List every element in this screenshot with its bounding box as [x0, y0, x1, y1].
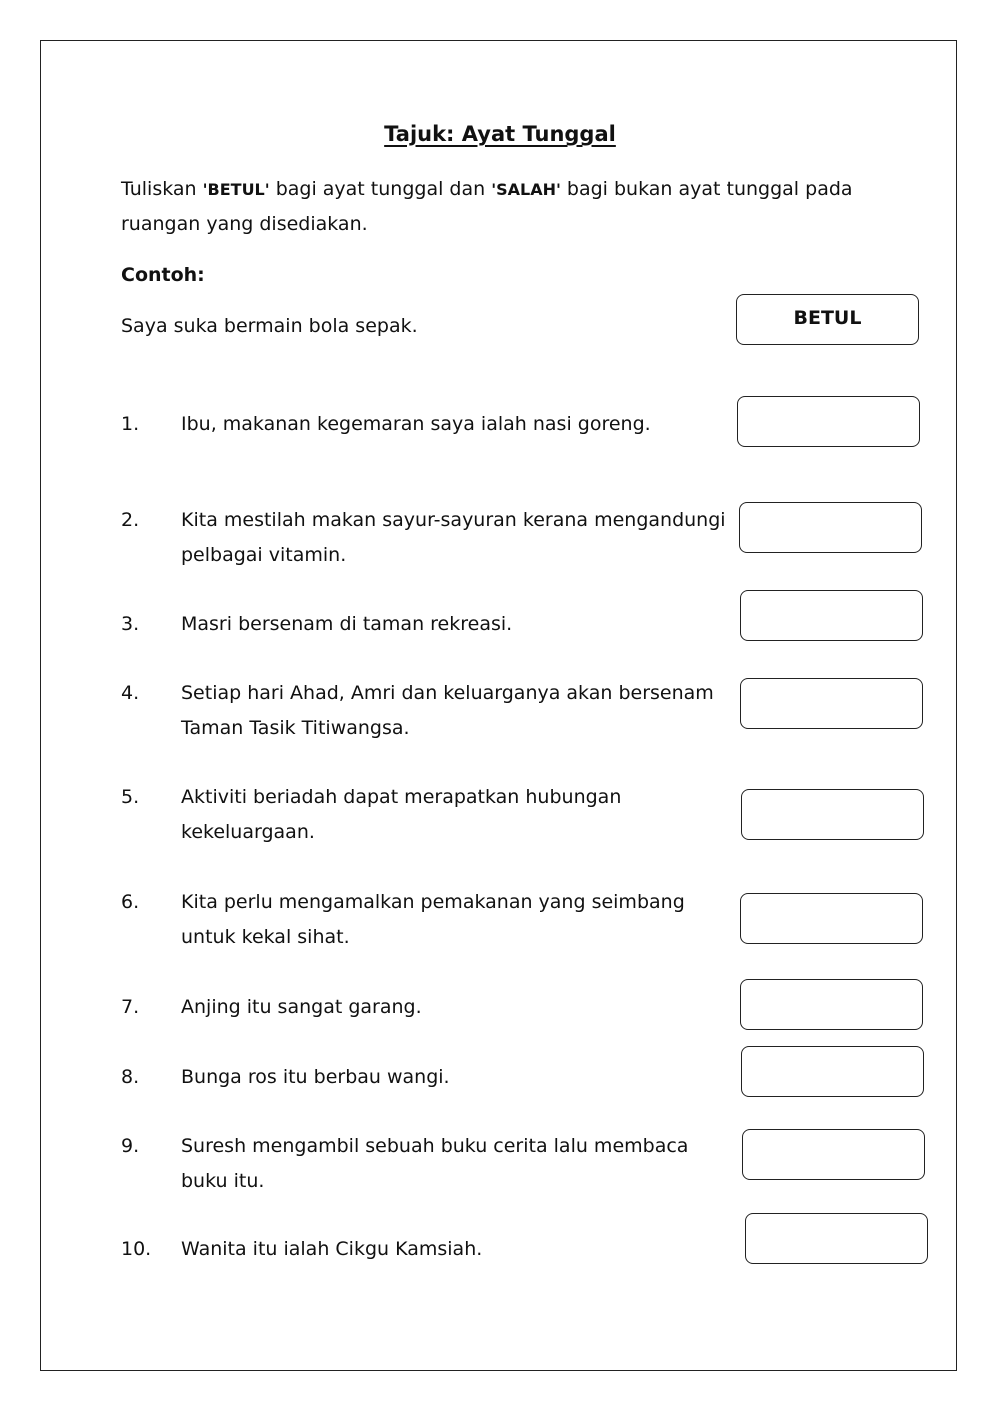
answer-input-9[interactable]: [742, 1129, 925, 1180]
question-text-3: Masri bersenam di taman rekreasi.: [181, 613, 513, 635]
question-text-5: Aktiviti beriadah dapat merapatkan hubungan kekeluargaan.: [181, 786, 622, 843]
answer-input-4[interactable]: [740, 678, 923, 729]
example-answer-box: BETUL: [736, 294, 919, 345]
question-number-7: 7.: [121, 996, 140, 1018]
question-number-5: 5.: [121, 786, 140, 808]
instruction-part-2: bagi ayat tunggal dan: [269, 178, 492, 200]
example-heading: Contoh:: [121, 264, 205, 286]
question-text-1: Ibu, makanan kegemaran saya ialah nasi goreng.: [181, 413, 651, 435]
question-number-4: 4.: [121, 682, 140, 704]
instruction-part-1: Tuliskan: [121, 178, 203, 200]
question-text-10: Wanita itu ialah Cikgu Kamsiah.: [181, 1238, 483, 1260]
question-text-9: Suresh mengambil sebuah buku cerita lalu membaca buku itu.: [181, 1135, 689, 1192]
answer-input-2[interactable]: [739, 502, 922, 553]
question-number-9: 9.: [121, 1135, 140, 1157]
example-sentence: Saya suka bermain bola sepak.: [121, 315, 418, 337]
page-title: Tajuk: Ayat Tunggal: [384, 122, 616, 146]
answer-input-5[interactable]: [741, 789, 924, 840]
question-number-8: 8.: [121, 1066, 140, 1088]
question-text-8: Bunga ros itu berbau wangi.: [181, 1066, 450, 1088]
answer-input-3[interactable]: [740, 590, 923, 641]
question-number-1: 1.: [121, 413, 140, 435]
question-number-6: 6.: [121, 891, 140, 913]
instruction-part-3: bagi bukan ayat tunggal pada ruangan yang disediakan.: [121, 178, 853, 235]
question-text-2: Kita mestilah makan sayur-sayuran kerana mengandungi pelbagai vitamin.: [181, 509, 726, 566]
answer-input-8[interactable]: [741, 1046, 924, 1097]
answer-input-10[interactable]: [745, 1213, 928, 1264]
instruction-betul-keyword: 'BETUL': [202, 180, 270, 199]
answer-input-6[interactable]: [740, 893, 923, 944]
instruction-salah-keyword: 'SALAH': [491, 180, 561, 199]
question-number-10: 10.: [121, 1238, 152, 1260]
instruction-text: [121, 172, 901, 242]
question-number-2: 2.: [121, 509, 140, 531]
answer-input-7[interactable]: [740, 979, 923, 1030]
question-text-7: Anjing itu sangat garang.: [181, 996, 422, 1018]
question-text-4: Setiap hari Ahad, Amri dan keluarganya akan bersenam Taman Tasik Titiwangsa.: [181, 682, 714, 739]
answer-input-1[interactable]: [737, 396, 920, 447]
question-number-3: 3.: [121, 613, 140, 635]
question-text-6: Kita perlu mengamalkan pemakanan yang seimbang untuk kekal sihat.: [181, 891, 685, 948]
